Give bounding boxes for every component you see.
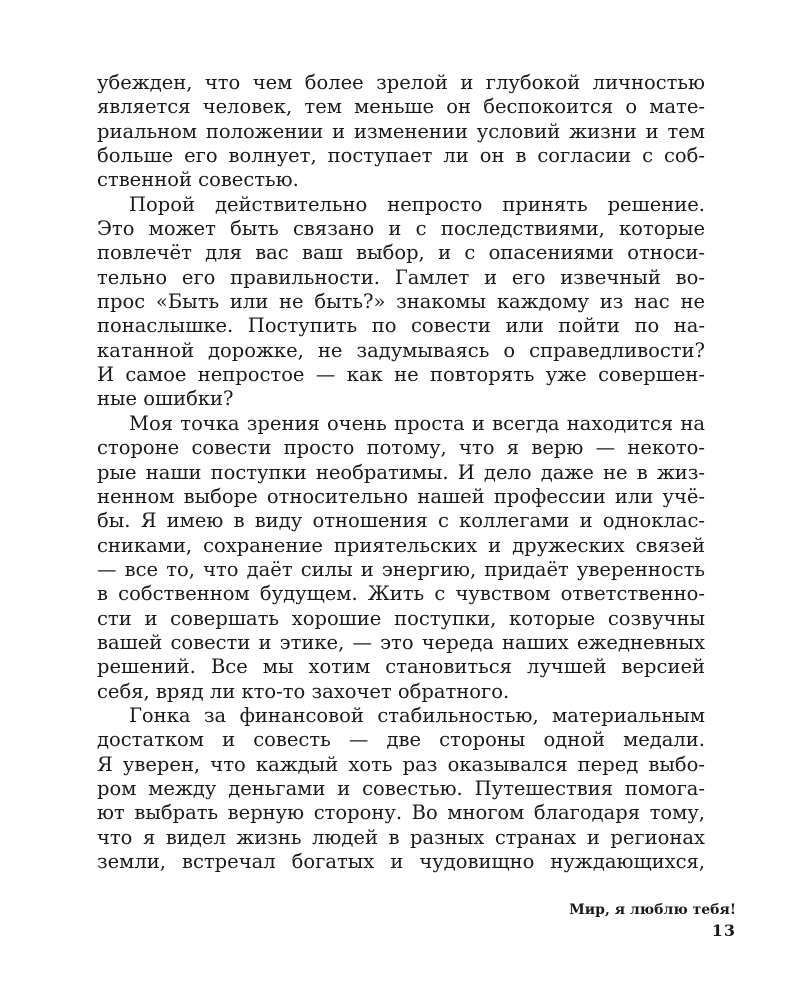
paragraph-start-line: Порой действительно непросто принять решение.: [129, 192, 705, 216]
text-line: сти и совершать хорошие поступки, которые созвучны: [97, 606, 705, 630]
text-line: бы. Я имею в виду отношения с коллегами и одноклас-: [97, 509, 705, 533]
text-line: земли, встречал богатых и чудовищно нуждающихся,: [97, 850, 705, 873]
text-line: себя, вряд ли кто-то захочет обратного.: [97, 679, 510, 703]
text-line: — все то, что даёт силы и энергию, придаёт уверенность: [97, 557, 705, 581]
text-line: ненном выборе относительно нашей профессии или учё-: [97, 484, 705, 508]
text-line: риальном положении и изменении условий жизни и тем: [97, 119, 705, 143]
page-footer: [569, 900, 736, 942]
body-text: [97, 71, 705, 874]
text-line: ют выбрать верную сторону. Во многом благодаря тому,: [97, 801, 705, 825]
text-line: в собственном будущем. Жить с чувством ответственно-: [97, 582, 705, 606]
text-line: больше его волнует, поступает ли он в согласии с соб-: [97, 144, 705, 168]
text-line: достатком и совесть — две стороны одной медали.: [97, 728, 705, 752]
text-line: убежден, что чем более зрелой и глубокой личностью: [97, 71, 705, 94]
text-line: тельно его правильности. Гамлет и его извечный во-: [97, 265, 705, 289]
paragraph-start-line: Гонка за финансовой стабильностью, материальным: [129, 703, 705, 727]
text-line: прос «Быть или не быть?» знакомы каждому из нас не: [97, 290, 705, 314]
text-line: катанной дорожке, не задумываясь о справедливости?: [97, 338, 705, 362]
text-line: сниками, сохранение приятельских и дружеских связей: [97, 533, 705, 557]
text-line: вашей совести и этике, — это череда наших ежедневных: [97, 630, 705, 654]
text-line: повлечёт для вас ваш выбор, и с опасениями относи-: [97, 241, 705, 265]
text-line: стороне совести просто потому, что я верю — некото-: [97, 436, 705, 460]
text-line: ром между деньгами и совестью. Путешествия помога-: [97, 776, 705, 800]
text-line: рые наши поступки необратимы. И дело даже не в жиз-: [97, 460, 705, 484]
text-line: решений. Все мы хотим становиться лучшей версией: [97, 655, 705, 679]
running-title: Мир, я люблю тебя!: [569, 902, 736, 918]
page-number: 13: [711, 921, 736, 940]
text-line: И самое непростое — как не повторять уже совершен-: [97, 363, 705, 387]
text-line: ные ошибки?: [97, 387, 234, 411]
text-line: является человек, тем меньше он беспокоится о мате-: [97, 95, 705, 119]
paragraph-start-line: Моя точка зрения очень проста и всегда находится на: [129, 411, 705, 435]
text-line: Я уверен, что каждый хоть раз оказывался перед выбо-: [97, 752, 705, 776]
text-line: что я видел жизнь людей в разных странах и регионах: [97, 825, 705, 849]
text-line: ственной совестью.: [97, 168, 299, 192]
text-line: понаслышке. Поступить по совести или пойти по на-: [97, 314, 705, 338]
text-line: Это может быть связано и с последствиями, которые: [97, 217, 705, 241]
